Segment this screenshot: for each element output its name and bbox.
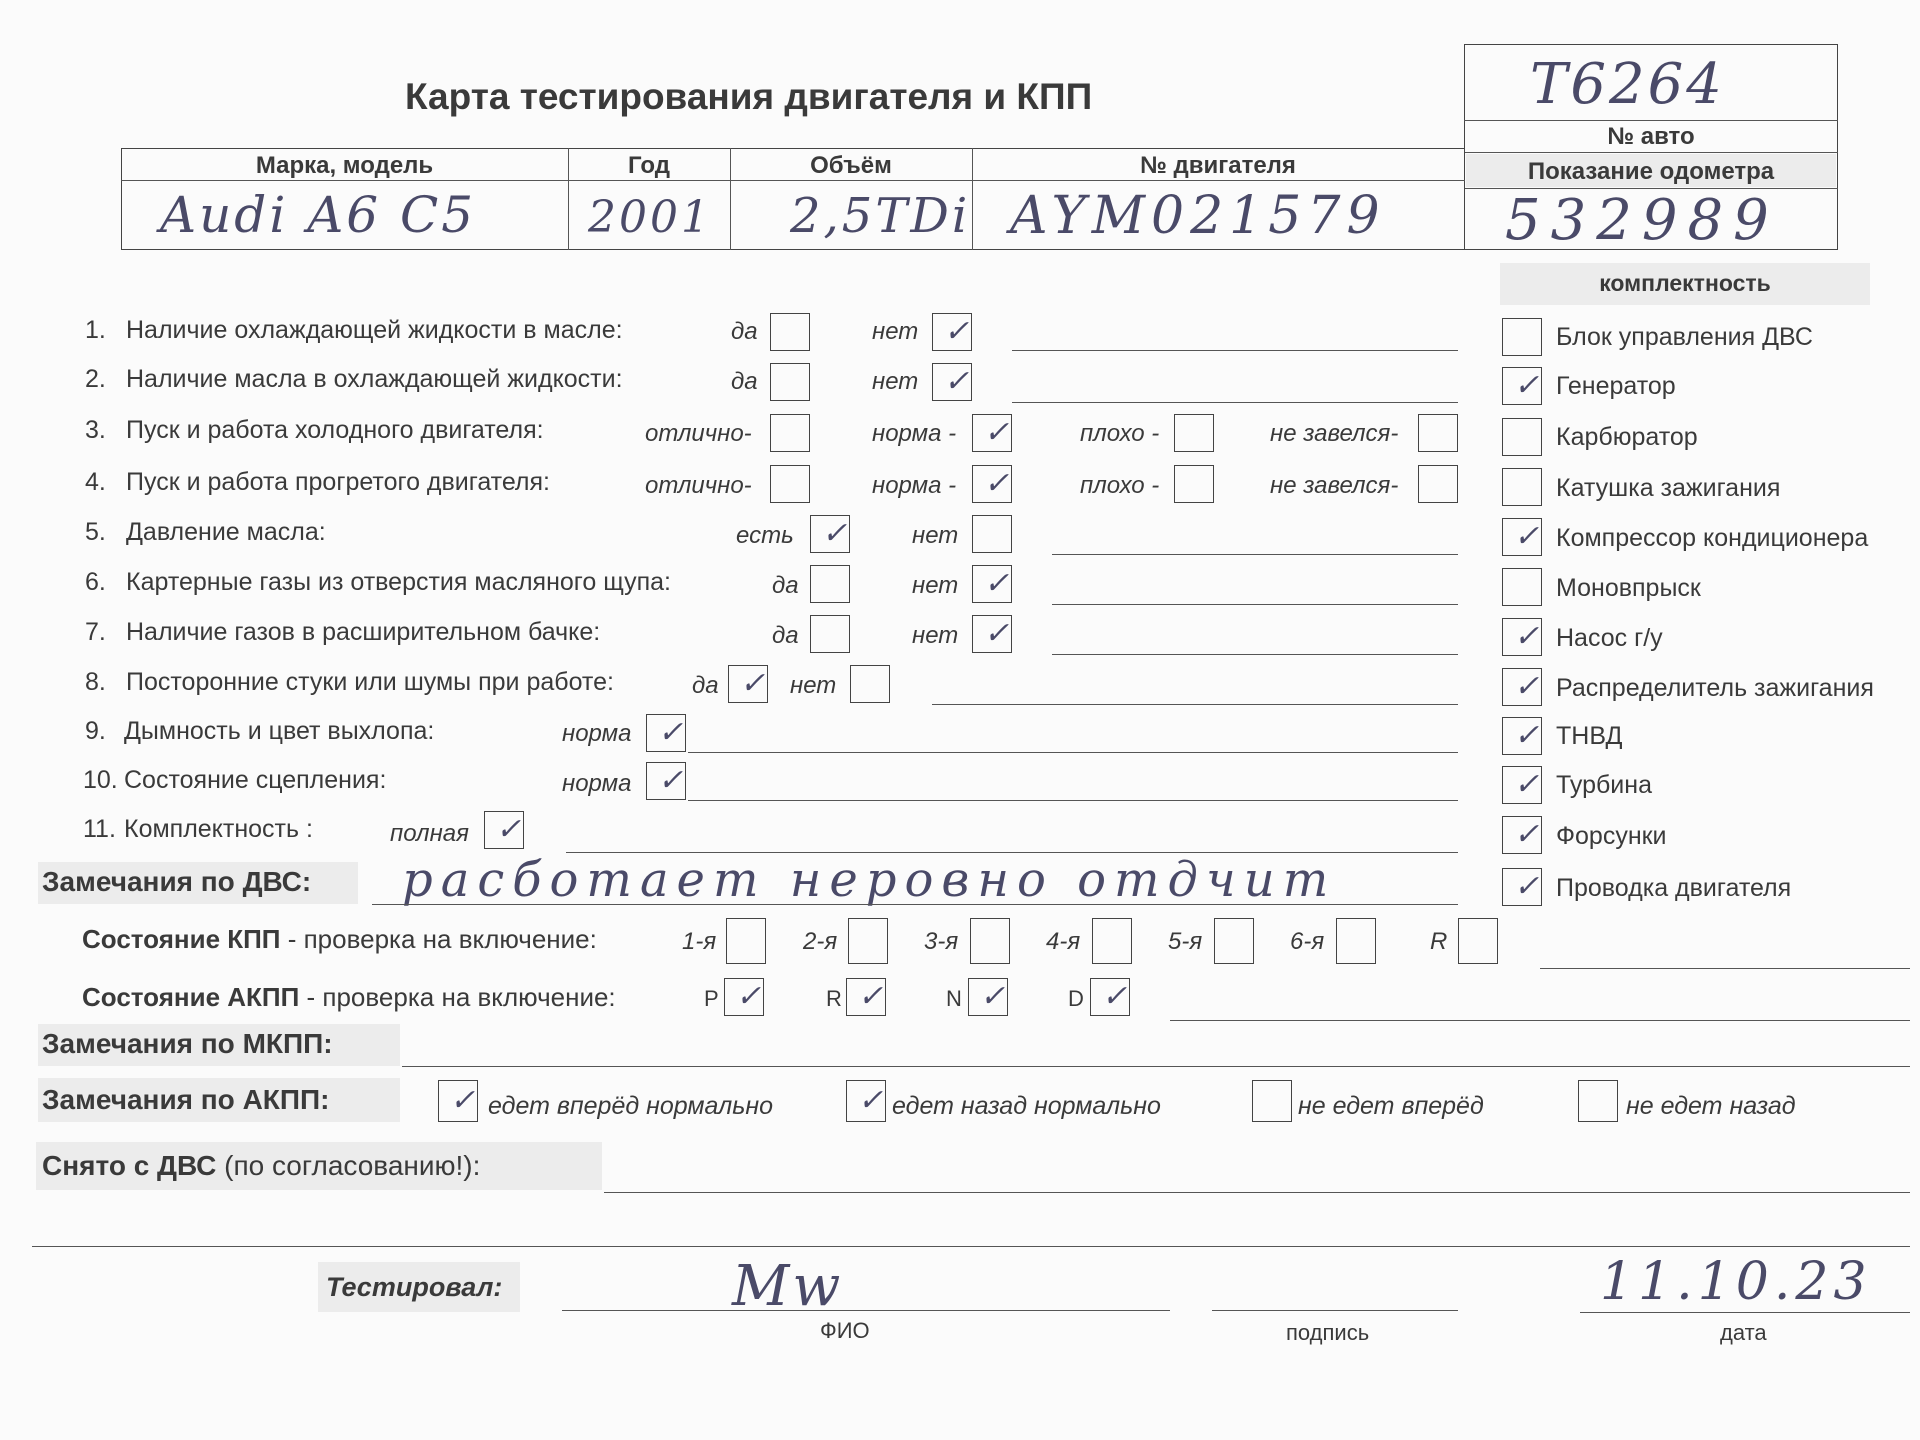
- kpp-gear-5-checkbox[interactable]: [1214, 918, 1254, 964]
- row-8-number: 8.: [85, 668, 106, 696]
- signature-label: подпись: [1286, 1320, 1370, 1345]
- engine-header: № двигателя: [1140, 152, 1296, 179]
- volume-value: 2,5TDi: [790, 188, 971, 244]
- complete-3-checkbox[interactable]: [1502, 418, 1542, 456]
- page-title: Карта тестирования двигателя и КПП: [405, 76, 1093, 117]
- row-3-bad-checkbox[interactable]: [1174, 414, 1214, 452]
- fio-label: ФИО: [820, 1318, 870, 1343]
- complete-2-label: Генератор: [1556, 372, 1676, 400]
- complete-7-label: Насос г/у: [1556, 624, 1663, 652]
- row-6-number: 6.: [85, 568, 106, 596]
- row-3-opt-no-start: не завелся-: [1270, 420, 1399, 447]
- complete-5-label: Компрессор кондиционера: [1556, 524, 1869, 552]
- akpp-no-forward-checkbox[interactable]: [1252, 1080, 1292, 1122]
- row-2-opt-no: нет: [872, 368, 919, 395]
- engine-remarks-value: расботает неровно отдчит: [402, 852, 1337, 908]
- row-4-label: Пуск и работа прогретого двигателя:: [126, 468, 550, 496]
- row-6-yes-checkbox[interactable]: [810, 565, 850, 603]
- kpp-gear-4-checkbox[interactable]: [1092, 918, 1132, 964]
- row-9-label: Дымность и цвет выхлопа:: [124, 717, 435, 745]
- row-3-number: 3.: [85, 416, 106, 444]
- row-4-opt-bad: плохо -: [1080, 472, 1160, 499]
- row-7-number: 7.: [85, 618, 106, 646]
- date-label: дата: [1720, 1320, 1767, 1345]
- kpp-gear-6-checkbox[interactable]: [1336, 918, 1376, 964]
- complete-12-label: Проводка двигателя: [1556, 874, 1792, 902]
- row-5-opt-yes: есть: [736, 522, 794, 549]
- complete-3-label: Карбюратор: [1556, 423, 1698, 451]
- akpp-no-forward-label: не едет вперёд: [1298, 1092, 1484, 1120]
- row-6-opt-no: нет: [912, 572, 959, 599]
- kpp-gear-3-checkbox[interactable]: [970, 918, 1010, 964]
- row-1-opt-no: нет: [872, 318, 919, 345]
- row-5-opt-no: нет: [912, 522, 959, 549]
- test-date-value: 11.10.23: [1600, 1252, 1872, 1312]
- row-8-label: Посторонние стуки или шумы при работе:: [126, 668, 614, 696]
- completeness-title: комплектность: [1599, 270, 1771, 296]
- kpp-gear-5-label: 5-я: [1168, 928, 1203, 955]
- year-value: 2001: [588, 192, 712, 243]
- make-header: Марка, модель: [255, 152, 434, 179]
- row-3-excellent-checkbox[interactable]: [770, 414, 810, 452]
- kpp-label: Состояние КПП - проверка на включение:: [82, 924, 597, 954]
- tester-signature: Mw: [732, 1254, 844, 1319]
- kpp-gear-r-label: R: [1430, 928, 1448, 955]
- test-card-page: Карта тестирования двигателя и КПП T6264 № авто Показание одометра 532989 Марка, модель Год Объём № двигателя Audi A6 C5 2001 2,5TDi AYM021579 комплектность 1. Наличие охлаждающей жидкости в масле: да нет ✓ 2. Наличие масла в охлаждающей жидкости: да нет ✓ 3. Пуск и работа холодного двигателя: отлично- норма - ✓ плохо - не завелся- 4. Пуск и работа прогретого двигателя: отлично- норма - ✓ плохо - не завелся- 5. Давление масла: есть ✓ нет 6. Картерные газы из отверстия масляного щупа: да нет ✓ 7. Наличие газов в расширительном бачке: да нет ✓ 8. Посторонние стуки или шумы при работе: да ✓ нет 9. Дымность и цвет выхлопа: норма ✓ 10. Состояние сцепления: норма ✓ 11. Комплектность : полная ✓ Блок управления ДВС ✓ Генератор Карбюратор Катушка зажигания ✓ Компрессор кондиционера Моновпрыск ✓ Насос г/у ✓ Распределитель зажигания ✓ ТНВД ✓ Турбина ✓ Форсунки ✓ Проводка двигателя Замечания по ДВС: расботает неровно отдчит Состояние КПП - проверка на включение: 1-я 2-я 3-я 4-я 5-я 6-я R Состояние АКПП - проверка на включение: P ✓ R ✓ N ✓ D ✓ Замечания по МКПП: Замечания по АКПП: ✓ едет вперёд нормально ✓ едет назад нормально не едет вперёд не едет назад Снято с ДВС (по согласованию!): Тестировал: Mw ФИО подпись 11.10.23 дата: [0, 0, 1920, 1440]
- akpp-forward-ok-label: едет вперёд нормально: [488, 1092, 774, 1120]
- row-3-opt-bad: плохо -: [1080, 420, 1160, 447]
- row-1-yes-checkbox[interactable]: [770, 313, 810, 351]
- row-3-no-start-checkbox[interactable]: [1418, 414, 1458, 452]
- complete-1-label: Блок управления ДВС: [1556, 323, 1813, 351]
- row-4-opt-normal: норма -: [872, 472, 957, 499]
- car-number-label: № авто: [1607, 123, 1695, 150]
- row-11-label: Комплектность :: [124, 815, 313, 843]
- row-2-label: Наличие масла в охлаждающей жидкости:: [126, 365, 623, 393]
- row-7-yes-checkbox[interactable]: [810, 615, 850, 653]
- akpp-gear-p-label: P: [704, 986, 719, 1011]
- row-3-label: Пуск и работа холодного двигателя:: [126, 416, 544, 444]
- akpp-no-backward-checkbox[interactable]: [1578, 1080, 1618, 1122]
- complete-11-label: Форсунки: [1556, 822, 1667, 850]
- make-value: Audi A6 C5: [160, 186, 477, 244]
- kpp-gear-2-checkbox[interactable]: [848, 918, 888, 964]
- engine-value: AYM021579: [1010, 186, 1386, 246]
- removed-label: Снято с ДВС (по согласованию!):: [42, 1150, 481, 1181]
- row-4-excellent-checkbox[interactable]: [770, 465, 810, 503]
- kpp-gear-6-label: 6-я: [1290, 928, 1325, 955]
- kpp-gear-1-checkbox[interactable]: [726, 918, 766, 964]
- engine-remarks-label: Замечания по ДВС:: [42, 866, 312, 897]
- odometer-label: Показание одометра: [1527, 158, 1775, 185]
- row-4-number: 4.: [85, 468, 106, 496]
- row-4-bad-checkbox[interactable]: [1174, 465, 1214, 503]
- row-3-opt-excellent: отлично-: [645, 420, 752, 447]
- complete-6-label: Моновпрыск: [1556, 574, 1701, 602]
- complete-9-label: ТНВД: [1556, 722, 1623, 750]
- tested-by-label: Тестировал:: [326, 1272, 503, 1302]
- kpp-gear-2-label: 2-я: [803, 928, 838, 955]
- row-9-number: 9.: [85, 717, 106, 745]
- complete-4-checkbox[interactable]: [1502, 468, 1542, 506]
- row-11-number: 11.: [83, 815, 116, 843]
- year-header: Год: [628, 152, 670, 179]
- row-5-number: 5.: [85, 518, 106, 546]
- volume-header: Объём: [810, 152, 892, 179]
- kpp-gear-3-label: 3-я: [924, 928, 959, 955]
- row-1-number: 1.: [85, 316, 106, 344]
- row-2-number: 2.: [85, 365, 106, 393]
- row-6-opt-yes: да: [772, 572, 799, 599]
- row-4-opt-excellent: отлично-: [645, 472, 752, 499]
- row-8-opt-no: нет: [790, 672, 837, 699]
- mkpp-remarks-label: Замечания по МКПП:: [42, 1028, 333, 1059]
- row-2-yes-checkbox[interactable]: [770, 363, 810, 401]
- row-8-opt-yes: да: [692, 672, 719, 699]
- row-10-label: Состояние сцепления:: [124, 766, 387, 794]
- odometer-value: 532989: [1505, 188, 1779, 253]
- akpp-gear-d-label: D: [1068, 986, 1084, 1011]
- akpp-gear-n-label: N: [946, 986, 962, 1011]
- akpp-label: Состояние АКПП - проверка на включение:: [82, 982, 616, 1012]
- row-7-label: Наличие газов в расширительном бачке:: [126, 618, 601, 646]
- row-5-no-checkbox[interactable]: [972, 515, 1012, 553]
- row-4-no-start-checkbox[interactable]: [1418, 465, 1458, 503]
- complete-1-checkbox[interactable]: [1502, 318, 1542, 356]
- row-10-opt-normal: норма: [562, 770, 632, 797]
- kpp-gear-1-label: 1-я: [682, 928, 717, 955]
- complete-8-label: Распределитель зажигания: [1556, 674, 1874, 702]
- row-9-opt-normal: норма: [562, 720, 632, 747]
- row-4-opt-no-start: не завелся-: [1270, 472, 1399, 499]
- complete-6-checkbox[interactable]: [1502, 568, 1542, 606]
- row-6-label: Картерные газы из отверстия масляного щупа:: [126, 568, 671, 596]
- row-10-number: 10.: [83, 766, 118, 794]
- akpp-backward-ok-label: едет назад нормально: [892, 1092, 1161, 1120]
- row-1-label: Наличие охлаждающей жидкости в масле:: [126, 316, 623, 344]
- row-8-no-checkbox[interactable]: [850, 665, 890, 703]
- car-number-value: T6264: [1530, 52, 1725, 117]
- akpp-no-backward-label: не едет назад: [1626, 1092, 1796, 1120]
- row-11-opt-full: полная: [390, 820, 469, 847]
- akpp-gear-r-label: R: [826, 986, 842, 1011]
- kpp-gear-r-checkbox[interactable]: [1458, 918, 1498, 964]
- complete-10-label: Турбина: [1556, 771, 1652, 799]
- akpp-remarks-label: Замечания по АКПП:: [42, 1084, 330, 1115]
- kpp-gear-4-label: 4-я: [1046, 928, 1081, 955]
- row-2-opt-yes: да: [731, 368, 758, 395]
- row-5-label: Давление масла:: [126, 518, 326, 546]
- row-3-opt-normal: норма -: [872, 420, 957, 447]
- complete-4-label: Катушка зажигания: [1556, 474, 1781, 502]
- row-7-opt-yes: да: [772, 622, 799, 649]
- row-1-opt-yes: да: [731, 318, 758, 345]
- row-7-opt-no: нет: [912, 622, 959, 649]
